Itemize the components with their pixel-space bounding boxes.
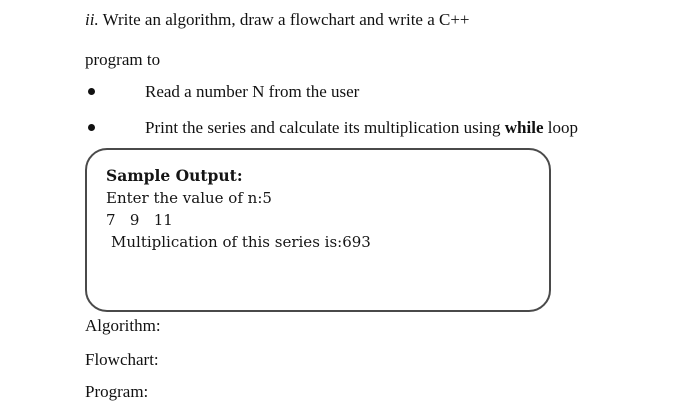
bullet-text-after: loop xyxy=(543,118,578,137)
program-label: Program: xyxy=(85,382,149,401)
bullet-text-before: Print the series and calculate its multiplication using xyxy=(145,118,505,137)
question-line-1 xyxy=(85,10,470,30)
question-line-2: program to xyxy=(85,50,161,69)
flowchart-label: Flowchart: xyxy=(85,350,159,369)
bullet-dot-icon xyxy=(88,124,95,131)
sample-output-title: Sample Output: xyxy=(106,166,243,185)
bullet-text: Read a number N from the user xyxy=(145,82,360,101)
sample-output-line: Multiplication of this series is:693 xyxy=(111,233,371,251)
bullet-dot-icon xyxy=(88,88,95,95)
question-number: ii. xyxy=(85,10,99,29)
sample-output-line: 7 9 11 xyxy=(106,211,173,229)
algorithm-label: Algorithm: xyxy=(85,316,161,335)
bullet-keyword: while xyxy=(504,118,544,137)
sample-output-box xyxy=(85,148,551,312)
bullet-text xyxy=(145,118,578,138)
question-text-1: Write an algorithm, draw a flowchart and write a C++ xyxy=(102,10,470,29)
sample-output-line: Enter the value of n:5 xyxy=(106,189,272,207)
